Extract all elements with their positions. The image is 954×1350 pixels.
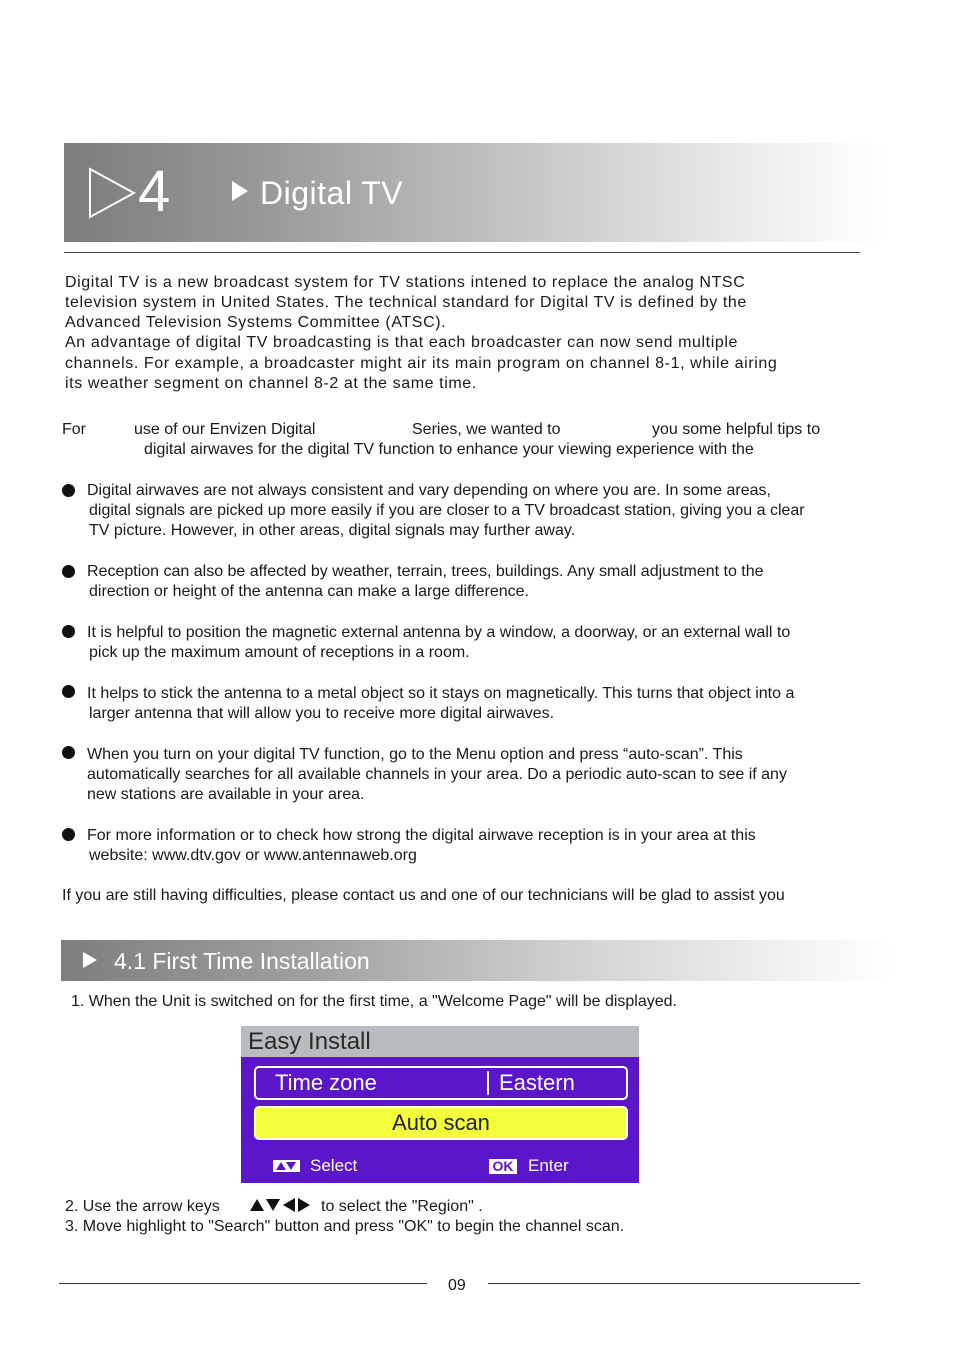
bullet-dot-icon	[62, 746, 75, 759]
bullet-line: Reception can also be affected by weather, terrain, trees, buildings. Any small adjustment to the	[87, 563, 764, 580]
step-2-after: to select the "Region" .	[321, 1198, 483, 1215]
arrow-keys-icon	[250, 1198, 310, 1212]
bullet-line: pick up the maximum amount of receptions in a room.	[89, 644, 470, 661]
bullet-dot-icon	[62, 625, 75, 638]
bullet-line: TV picture. However, in other areas, digital signals may further away.	[89, 522, 576, 539]
bullet-line: direction or height of the antenna can make a large difference.	[89, 583, 529, 600]
easy-install-title: Easy Install	[248, 1028, 371, 1055]
time-zone-divider	[487, 1071, 489, 1095]
bullet-item	[87, 684, 794, 724]
time-zone-row[interactable]	[254, 1066, 628, 1100]
chapter-title: Digital TV	[260, 175, 404, 211]
page-number: 09	[448, 1277, 466, 1294]
banner-divider	[64, 252, 860, 253]
bullet-item	[87, 745, 787, 805]
easy-install-screen	[241, 1026, 639, 1183]
intro-line: its weather segment on channel 8-2 at the same time.	[65, 375, 477, 392]
chapter-play-outline-icon	[88, 167, 136, 219]
bullet-dot-icon	[62, 828, 75, 841]
enter-hint-label: Enter	[528, 1156, 569, 1175]
footer-rule-right	[488, 1283, 860, 1284]
intro-line: Digital TV is a new broadcast system for TV stations intened to replace the analog NTSC	[65, 274, 746, 291]
bullet-line: website: www.dtv.gov or www.antennaweb.org	[89, 847, 417, 864]
tips-intro-word: Series, we wanted to	[412, 421, 561, 438]
step-3: 3. Move highlight to "Search" button and press "OK" to begin the channel scan.	[65, 1218, 625, 1235]
bullet-line: new stations are available in your area.	[87, 786, 365, 803]
section-title: 4.1 First Time Installation	[114, 948, 370, 974]
auto-scan-button[interactable]: Auto scan	[254, 1106, 628, 1140]
bullet-item	[87, 623, 790, 663]
bullet-line: It helps to stick the antenna to a metal object so it stays on magnetically. This turns that object into a	[87, 685, 795, 702]
bullet-line: larger antenna that will allow you to receive more digital airwaves.	[89, 705, 555, 722]
chapter-banner	[64, 143, 886, 242]
chapter-title-arrow-icon	[232, 181, 248, 201]
up-down-key-icon	[273, 1160, 300, 1172]
tips-intro-word: you some helpful tips to	[652, 421, 821, 438]
easy-install-header	[241, 1026, 639, 1057]
bullet-line: When you turn on your digital TV function, go to the Menu option and press “auto-scan”. This	[87, 746, 743, 763]
bullet-line: Digital airwaves are not always consistent and vary depending on where you are. In some areas,	[87, 482, 771, 499]
bullet-dot-icon	[62, 685, 75, 698]
section-arrow-icon	[83, 952, 97, 968]
bullet-item	[87, 826, 756, 866]
bullet-item	[87, 481, 805, 541]
ok-key-icon: OK	[489, 1159, 517, 1174]
bullet-dot-icon	[62, 484, 75, 497]
closing-note: If you are still having difficulties, please contact us and one of our technicians will be glad to assist you	[62, 887, 785, 904]
step-1: 1. When the Unit is switched on for the first time, a "Welcome Page" will be displayed.	[71, 993, 677, 1010]
section-header-bar	[61, 940, 893, 981]
time-zone-value[interactable]: Eastern	[499, 1070, 575, 1095]
bullet-line: It is helpful to position the magnetic external antenna by a window, a doorway, or an external wall to	[87, 624, 791, 641]
intro-line: An advantage of digital TV broadcasting is that each broadcaster can now send multiple	[65, 334, 739, 351]
select-hint-label: Select	[310, 1156, 358, 1175]
tips-intro-line: digital airwaves for the digital TV function to enhance your viewing experience with the	[144, 441, 754, 458]
time-zone-label: Time zone	[275, 1070, 377, 1095]
bullet-item	[87, 562, 764, 602]
intro-line: channels. For example, a broadcaster might air its main program on channel 8-1, while airing	[65, 355, 778, 372]
step-2-before: 2. Use the arrow keys	[65, 1198, 220, 1215]
bullet-line: For more information or to check how strong the digital airwave reception is in your area at this	[87, 827, 756, 844]
intro-line: Advanced Television Systems Committee (ATSC).	[65, 314, 447, 331]
tips-intro-word: For	[62, 421, 86, 438]
bullet-line: digital signals are picked up more easily if you are closer to a TV broadcast station, giving you a clear	[89, 502, 805, 519]
chapter-number: 4	[138, 159, 171, 224]
footer-rule-left	[59, 1283, 427, 1284]
bullet-dot-icon	[62, 565, 75, 578]
tips-intro-word: use of our Envizen Digital	[134, 421, 316, 438]
intro-line: television system in United States. The technical standard for Digital TV is defined by the	[65, 294, 747, 311]
bullet-line: automatically searches for all available channels in your area. Do a periodic auto-scan to see if any	[87, 766, 787, 783]
